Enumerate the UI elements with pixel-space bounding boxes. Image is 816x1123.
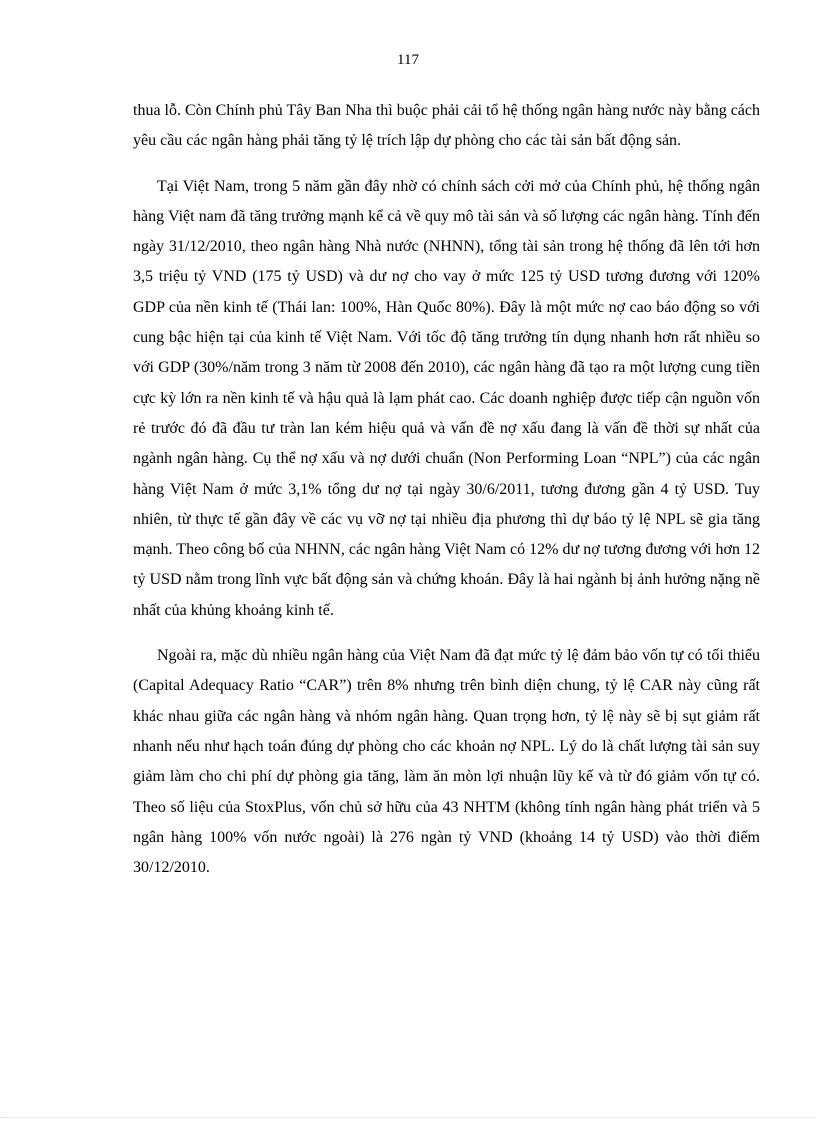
- paragraph-capital-adequacy: Ngoài ra, mặc dù nhiều ngân hàng của Việt Nam đã đạt mức tỷ lệ đảm bảo vốn tự có tối thiểu (Capital Adequacy Ratio “CAR”) trên 8% nhưng trên bình diện chung, tỷ lệ CAR này cũng rất khác nhau giữa các ngân hàng và nhóm ngân hàng. Quan trọng hơn, tỷ lệ này sẽ bị sụt giảm rất nhanh nếu như hạch toán đúng dự phòng cho các khoản nợ NPL. Lý do là chất lượng tài sản suy giảm làm cho chi phí dự phòng gia tăng, làm ăn mòn lợi nhuận lũy kế và từ đó giảm vốn tự có. Theo số liệu của StoxPlus, vốn chủ sở hữu của 43 NHTM (không tính ngân hàng phát triển và 5 ngân hàng 100% vốn nước ngoài) là 276 ngàn tỷ VND (khoảng 14 tỷ USD) vào thời điểm 30/12/2010.: [133, 647, 760, 877]
- paragraph-continuation: thua lỗ. Còn Chính phủ Tây Ban Nha thì buộc phải cải tổ hệ thống ngân hàng nước này bằng cách yêu cầu các ngân hàng phải tăng tỷ lệ trích lập dự phòng cho các tài sản bất động sản.: [133, 102, 760, 150]
- page-bottom-divider: [0, 1117, 816, 1118]
- document-body: [133, 96, 760, 898]
- paragraph-vietnam-banking-growth: Tại Việt Nam, trong 5 năm gần đây nhờ có chính sách cởi mở của Chính phủ, hệ thống ngân hàng Việt nam đã tăng trưởng mạnh kể cả về quy mô tài sản và số lượng các ngân hàng. Tính đến ngày 31/12/2010, theo ngân hàng Nhà nước (NHNN), tổng tài sản trong hệ thống đã lên tới hơn 3,5 triệu tỷ VND (175 tỷ USD) và dư nợ cho vay ở mức 125 tỷ USD tương đương với 120% GDP của nền kinh tế (Thái lan: 100%, Hàn Quốc 80%). Đây là một mức nợ cao báo động so với cung bậc hiện tại của kinh tế Việt Nam. Với tốc độ tăng trưởng tín dụng nhanh hơn rất nhiều so với GDP (30%/năm trong 3 năm từ 2008 đến 2010), các ngân hàng đã tạo ra một lượng cung tiền cực kỳ lớn ra nền kinh tế và hậu quả là lạm phát cao. Các doanh nghiệp được tiếp cận nguồn vốn rẻ trước đó đã đầu tư tràn lan kém hiệu quả và vấn đề nợ xấu đang là vấn đề thời sự nhất của ngành ngân hàng. Cụ thể nợ xấu và nợ dưới chuẩn (Non Performing Loan “NPL”) của các ngân hàng Việt Nam ở mức 3,1% tổng dư nợ tại ngày 30/6/2011, tương đương gần 4 tỷ USD. Tuy nhiên, từ thực tế gần đây về các vụ vỡ nợ tại nhiều địa phương thì dự báo tỷ lệ NPL sẽ gia tăng mạnh. Theo công bố của NHNN, các ngân hàng Việt Nam có 12% dư nợ tương đương với hơn 12 tỷ USD nằm trong lĩnh vực bất động sản và chứng khoán. Đây là hai ngành bị ảnh hưởng nặng nề nhất của khủng khoảng kinh tế.: [133, 177, 760, 619]
- page-number: 117: [397, 52, 419, 68]
